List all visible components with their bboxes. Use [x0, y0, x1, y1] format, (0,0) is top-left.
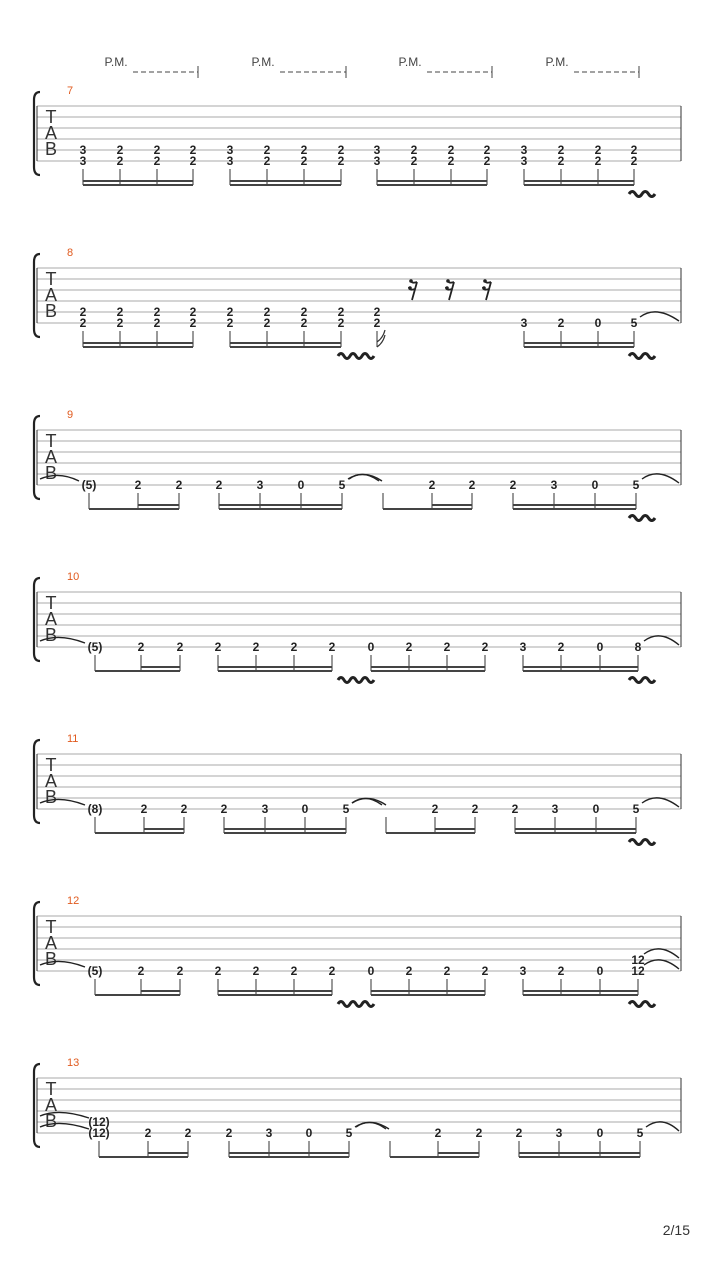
fret-number: 2 [153, 154, 161, 168]
fret-number: 2 [79, 305, 87, 319]
fret-number: 2 [140, 802, 148, 816]
fret-number: 3 [520, 154, 528, 168]
fret-number: 2 [337, 316, 345, 330]
fret-number: 12 [631, 953, 645, 967]
fret-number: (12) [88, 1126, 110, 1140]
tab-clef-letter: B [44, 1111, 58, 1131]
fret-number: 2 [594, 143, 602, 157]
tab-system [34, 192, 681, 348]
rest-dot [482, 286, 486, 290]
tie-arc [640, 312, 679, 321]
fret-number: 2 [144, 1126, 152, 1140]
tab-clef-letter: B [44, 625, 58, 645]
fret-number: 2 [290, 964, 298, 978]
rest-dot [408, 286, 412, 290]
fret-number: 2 [116, 305, 124, 319]
tab-clef-letter: B [44, 787, 58, 807]
fret-number: 0 [594, 316, 602, 330]
fret-number: 2 [252, 640, 260, 654]
fret-number: 2 [557, 640, 565, 654]
tab-clef-letter: A [44, 609, 58, 629]
fret-number: 2 [337, 154, 345, 168]
fret-number: 5 [632, 478, 640, 492]
fret-number: 2 [511, 802, 519, 816]
fret-number: (12) [88, 1115, 110, 1129]
vibrato-icon [629, 1002, 655, 1007]
fret-number: 2 [184, 1126, 192, 1140]
tab-clef-letter: A [44, 933, 58, 953]
fret-number: 2 [153, 305, 161, 319]
fret-number: 12 [631, 964, 645, 978]
fret-number: 3 [520, 316, 528, 330]
tab-clef-letter: T [45, 593, 57, 613]
rest-dot [483, 279, 487, 283]
fret-number: 5 [345, 1126, 353, 1140]
fret-number: 2 [557, 316, 565, 330]
fret-number: 2 [137, 640, 145, 654]
fret-number: 2 [290, 640, 298, 654]
fret-number: 2 [189, 316, 197, 330]
fret-number: 2 [557, 143, 565, 157]
fret-number: 2 [300, 305, 308, 319]
vibrato-icon [338, 354, 374, 359]
tie-arc [356, 1122, 386, 1129]
fret-number: 2 [153, 143, 161, 157]
fret-number: 2 [79, 316, 87, 330]
fret-number: 0 [305, 1126, 313, 1140]
fret-number: 0 [592, 802, 600, 816]
fret-number: 2 [481, 640, 489, 654]
fret-number: 2 [447, 143, 455, 157]
fret-number: 2 [263, 143, 271, 157]
fret-number: 2 [252, 964, 260, 978]
fret-number: 2 [116, 154, 124, 168]
fret-number: 3 [550, 478, 558, 492]
measure-number: 11 [67, 733, 79, 745]
fret-number: 5 [632, 802, 640, 816]
rest-dot [409, 279, 413, 283]
fret-number: 2 [515, 1126, 523, 1140]
measure-number: 8 [67, 247, 74, 259]
fret-number: 2 [475, 1126, 483, 1140]
fret-number: 2 [337, 305, 345, 319]
tab-clef-letter: T [45, 755, 57, 775]
fret-number: 2 [471, 802, 479, 816]
fret-number: 3 [265, 1126, 273, 1140]
fret-number: 2 [116, 316, 124, 330]
tie-arc [349, 474, 379, 481]
tab-clef-letter: A [44, 771, 58, 791]
palm-mute-label: P.M. [545, 55, 569, 69]
fret-number: (5) [87, 964, 103, 978]
tab-system [34, 55, 681, 185]
fret-number: 5 [630, 316, 638, 330]
tab-clef-letter: B [44, 949, 58, 969]
tab-clef-letter: T [45, 1079, 57, 1099]
tab-clef-letter: T [45, 917, 57, 937]
fret-number: 2 [483, 154, 491, 168]
fret-number: 2 [509, 478, 517, 492]
palm-mute-label: P.M. [398, 55, 422, 69]
fret-number: 2 [226, 305, 234, 319]
fret-number: 8 [634, 640, 642, 654]
fret-number: 2 [328, 640, 336, 654]
fret-number: 3 [519, 964, 527, 978]
vibrato-icon [629, 192, 655, 197]
fret-number: 2 [410, 154, 418, 168]
fret-number: 2 [300, 143, 308, 157]
tab-clef-letter: A [44, 447, 58, 467]
tie-arc [642, 798, 679, 807]
vibrato-icon [629, 516, 655, 521]
fret-number: 2 [226, 316, 234, 330]
note-flag [377, 330, 385, 347]
page-number: 2/15 [662, 1222, 690, 1238]
fret-number: 2 [443, 640, 451, 654]
fret-number: 2 [137, 964, 145, 978]
palm-mute-label: P.M. [251, 55, 275, 69]
fret-number: 2 [630, 154, 638, 168]
fret-number: 0 [367, 640, 375, 654]
tab-clef-letter: B [44, 463, 58, 483]
fret-number: 2 [428, 478, 436, 492]
rest-dot [445, 286, 449, 290]
fret-number: 0 [591, 478, 599, 492]
fret-number: 2 [220, 802, 228, 816]
fret-number: 2 [214, 964, 222, 978]
tie-arc [644, 960, 679, 969]
fret-number: 2 [481, 964, 489, 978]
fret-number: 2 [263, 305, 271, 319]
fret-number: 2 [134, 478, 142, 492]
fret-number: 2 [189, 305, 197, 319]
fret-number: 2 [405, 964, 413, 978]
fret-number: 2 [214, 640, 222, 654]
fret-number: 2 [337, 143, 345, 157]
fret-number: 3 [79, 154, 87, 168]
tab-clef-letter: T [45, 269, 57, 289]
tab-clef-letter: B [44, 139, 58, 159]
vibrato-icon [629, 354, 655, 359]
measure-number: 12 [67, 895, 80, 907]
fret-number: 2 [434, 1126, 442, 1140]
fret-number: 2 [373, 305, 381, 319]
fret-number: 2 [176, 640, 184, 654]
tab-system [34, 354, 681, 510]
tab-clef-letter: A [44, 123, 58, 143]
fret-number: 2 [300, 154, 308, 168]
tab-clef-letter: A [44, 285, 58, 305]
fret-number: 2 [263, 154, 271, 168]
vibrato-icon [338, 678, 374, 683]
tab-clef-letter: T [45, 107, 57, 127]
fret-number: 0 [596, 640, 604, 654]
fret-number: 3 [373, 143, 381, 157]
fret-number: 2 [557, 154, 565, 168]
fret-number: 2 [300, 316, 308, 330]
rest-dot [446, 279, 450, 283]
fret-number: 5 [338, 478, 346, 492]
fret-number: 3 [519, 640, 527, 654]
tie-arc [644, 636, 679, 645]
fret-number: 0 [297, 478, 305, 492]
fret-number: 2 [215, 478, 223, 492]
fret-number: 2 [373, 316, 381, 330]
fret-number: (5) [81, 478, 97, 492]
fret-number: 2 [447, 154, 455, 168]
fret-number: 2 [225, 1126, 233, 1140]
fret-number: 0 [301, 802, 309, 816]
vibrato-icon [629, 678, 655, 683]
tab-system [34, 516, 681, 672]
fret-number: (5) [87, 640, 103, 654]
vibrato-icon [338, 1002, 374, 1007]
fret-number: 3 [256, 478, 264, 492]
tie-arc [644, 949, 679, 958]
fret-number: 3 [79, 143, 87, 157]
palm-mute-label: P.M. [104, 55, 128, 69]
fret-number: 3 [373, 154, 381, 168]
fret-number: 2 [594, 154, 602, 168]
fret-number: 2 [176, 964, 184, 978]
fret-number: 2 [328, 964, 336, 978]
tab-clef-letter: T [45, 431, 57, 451]
fret-number: 3 [551, 802, 559, 816]
fret-number: 2 [189, 143, 197, 157]
fret-number: 3 [261, 802, 269, 816]
tab-clef-letter: A [44, 1095, 58, 1115]
measure-number: 9 [67, 409, 74, 421]
tie-arc [646, 1122, 679, 1131]
vibrato-icon [629, 840, 655, 845]
fret-number: 5 [636, 1126, 644, 1140]
tab-system [34, 678, 681, 834]
fret-number: 2 [405, 640, 413, 654]
fret-number: 2 [175, 478, 183, 492]
fret-number: 0 [596, 1126, 604, 1140]
fret-number: 2 [410, 143, 418, 157]
fret-number: 2 [431, 802, 439, 816]
fret-number: 3 [520, 143, 528, 157]
tab-clef-letter: B [44, 301, 58, 321]
measure-number: 7 [67, 85, 74, 97]
measure-number: 10 [67, 571, 80, 583]
fret-number: 2 [116, 143, 124, 157]
fret-number: 2 [443, 964, 451, 978]
fret-number: (8) [87, 802, 103, 816]
measure-number: 13 [67, 1057, 80, 1069]
fret-number: 0 [596, 964, 604, 978]
fret-number: 3 [555, 1126, 563, 1140]
fret-number: 2 [263, 316, 271, 330]
fret-number: 2 [468, 478, 476, 492]
tab-system [34, 840, 681, 996]
fret-number: 2 [557, 964, 565, 978]
fret-number: 3 [226, 154, 234, 168]
fret-number: 2 [153, 316, 161, 330]
fret-number: 2 [180, 802, 188, 816]
fret-number: 2 [483, 143, 491, 157]
tie-arc [352, 798, 382, 805]
fret-number: 2 [189, 154, 197, 168]
tie-arc [642, 474, 679, 483]
fret-number: 5 [342, 802, 350, 816]
fret-number: 2 [630, 143, 638, 157]
fret-number: 3 [226, 143, 234, 157]
fret-number: 0 [367, 964, 375, 978]
tab-system [34, 1002, 681, 1158]
